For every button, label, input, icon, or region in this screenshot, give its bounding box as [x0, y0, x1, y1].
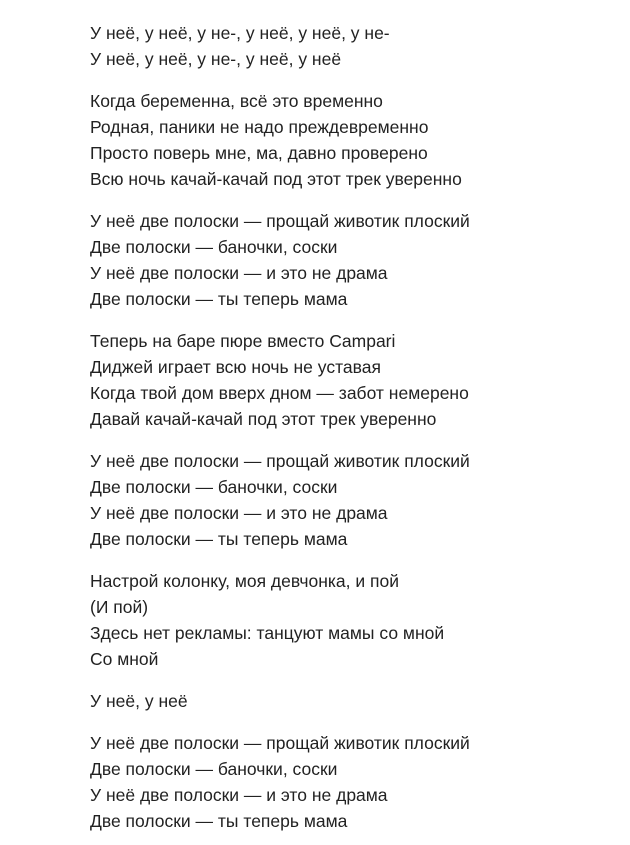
lyric-line: Настрой колонку, моя девчонка, и пой — [90, 571, 400, 591]
lyric-line: Просто поверь мне, ма, давно проверено — [90, 143, 428, 163]
lyric-line: У неё две полоски — и это не драма — [90, 785, 388, 805]
lyric-line: Теперь на баре пюре вместо Campari — [90, 331, 396, 351]
lyric-line: У неё, у неё, у не-, у неё, у неё — [90, 49, 342, 69]
stanza — [90, 568, 610, 672]
lyric-line: Две полоски — баночки, соски — [90, 477, 338, 497]
lyric-line: Две полоски — баночки, соски — [90, 237, 338, 257]
stanza — [90, 448, 610, 552]
lyric-line: Здесь нет рекламы: танцуют мамы со мной — [90, 623, 445, 643]
stanza — [90, 328, 610, 432]
lyric-line: У неё, у неё, у не-, у неё, у неё, у не- — [90, 23, 390, 43]
lyric-line: Когда твой дом вверх дном — забот немерено — [90, 383, 469, 403]
lyrics-text — [90, 20, 610, 834]
lyric-line: Всю ночь качай-качай под этот трек уверенно — [90, 169, 462, 189]
stanza — [90, 20, 610, 72]
lyric-line: Диджей играет всю ночь не уставая — [90, 357, 381, 377]
stanza — [90, 730, 610, 834]
lyric-line: Когда беременна, всё это временно — [90, 91, 383, 111]
lyric-line: Две полоски — ты теперь мама — [90, 811, 348, 831]
lyric-line: У неё две полоски — прощай животик плоский — [90, 451, 470, 471]
lyric-line: У неё две полоски — и это не драма — [90, 263, 388, 283]
lyric-line: Две полоски — ты теперь мама — [90, 529, 348, 549]
lyric-line: Две полоски — баночки, соски — [90, 759, 338, 779]
lyric-line: Две полоски — ты теперь мама — [90, 289, 348, 309]
lyric-line: (И пой) — [90, 597, 149, 617]
stanza — [90, 208, 610, 312]
lyric-line: У неё две полоски — прощай животик плоский — [90, 733, 470, 753]
lyric-line: Родная, паники не надо преждевременно — [90, 117, 429, 137]
lyric-line: У неё две полоски — и это не драма — [90, 503, 388, 523]
lyric-line: Со мной — [90, 649, 159, 669]
lyric-line: У неё, у неё — [90, 691, 188, 711]
lyric-line: Давай качай-качай под этот трек уверенно — [90, 409, 437, 429]
stanza — [90, 88, 610, 192]
lyric-line: У неё две полоски — прощай животик плоский — [90, 211, 470, 231]
stanza — [90, 688, 610, 714]
